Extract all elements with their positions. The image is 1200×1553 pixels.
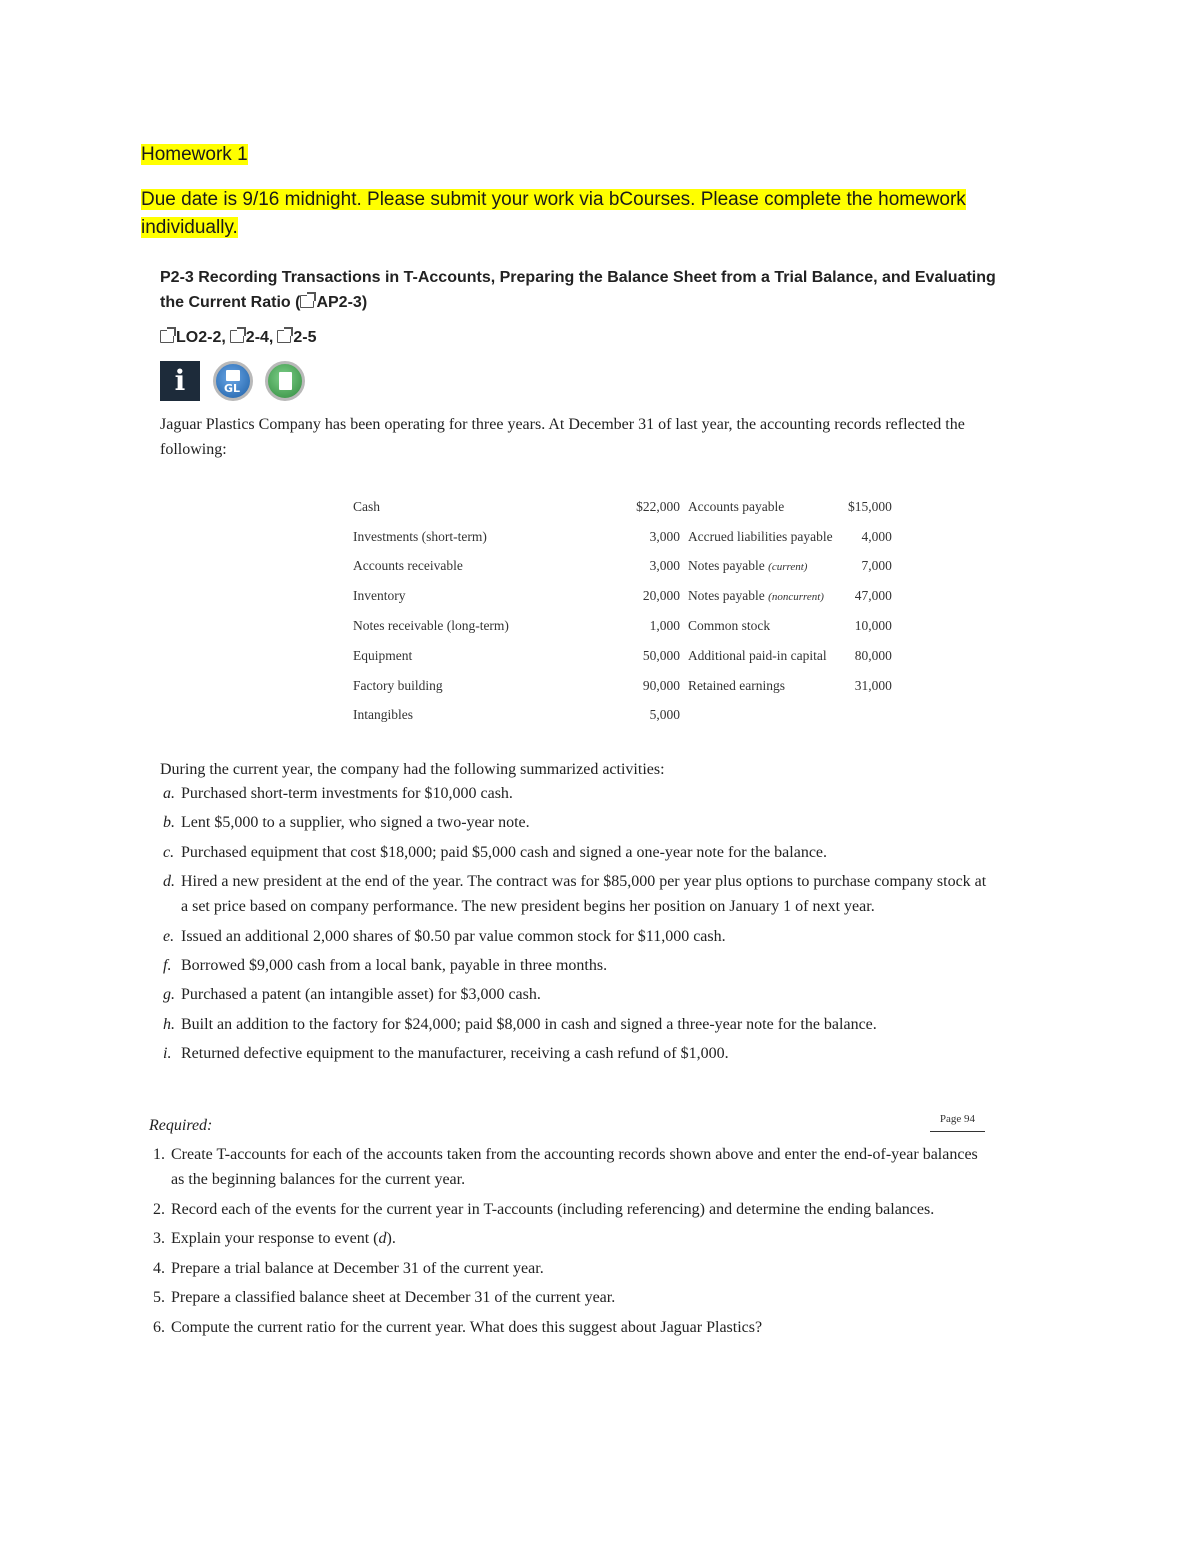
ledger-right-label-cell <box>680 552 848 582</box>
activity-text: Purchased short-term investments for $10,000 cash. <box>181 785 513 802</box>
required-number: 3. <box>153 1230 165 1248</box>
activity-item <box>160 1012 990 1037</box>
ledger-right-label-cell <box>680 701 848 731</box>
required-label: Required: <box>149 1117 213 1134</box>
ledger-left-label: Intangibles <box>353 707 413 723</box>
required-text-emphasis: d <box>378 1230 387 1248</box>
ledger-left-label: Inventory <box>353 588 406 604</box>
ledger-right-label-cell <box>680 581 848 611</box>
ledger-right-label: Notes payable <box>687 588 765 604</box>
required-item <box>150 1197 990 1222</box>
ap-link[interactable]: AP2-3 <box>316 294 362 311</box>
ledger-right-amount <box>848 701 892 731</box>
required-item <box>150 1285 990 1310</box>
ledger-right-amount: 10,000 <box>854 618 892 634</box>
lo-link-2[interactable]: 2-4, <box>245 329 274 346</box>
activity-marker: b. <box>163 814 175 832</box>
activity-marker: i. <box>163 1045 172 1063</box>
learning-objective-links <box>160 326 317 350</box>
activity-marker: f. <box>163 956 172 974</box>
ledger-left-amount: 90,000 <box>642 677 680 693</box>
ledger-right-amount: 7,000 <box>861 558 892 574</box>
ledger-right-note: (current) <box>768 561 808 574</box>
due-date-note-text: Due date is 9/16 midnight. Please submit your work via bCourses. Please complete the homework individually. <box>141 189 966 238</box>
ledger-left-label: Investments (short-term) <box>353 528 487 544</box>
ledger-right-label: Common stock <box>687 618 771 634</box>
required-number: 1. <box>153 1146 165 1163</box>
ledger-row <box>353 492 892 522</box>
activity-text: Purchased equipment that cost $18,000; paid $5,000 cash and signed a one-year note for the balance. <box>181 843 828 861</box>
activity-item <box>160 840 990 865</box>
activity-text: Returned defective equipment to the manufacturer, receiving a cash refund of $1,000. <box>181 1045 729 1063</box>
homework-title <box>141 142 248 168</box>
activity-marker: a. <box>163 785 175 802</box>
activity-text: Built an addition to the factory for $24,000; paid $8,000 in cash and signed a three-year note for the balance. <box>181 1015 877 1033</box>
required-text: Compute the current ratio for the current year. What does this suggest about Jaguar Plastics? <box>171 1318 763 1336</box>
account-balances-table <box>353 492 892 730</box>
required-item <box>150 1226 990 1251</box>
ledger-row <box>353 522 892 552</box>
ledger-row <box>353 611 892 641</box>
ledger-left-label: Accounts receivable <box>353 558 463 574</box>
ledger-row <box>353 641 892 671</box>
due-date-note <box>141 186 1021 242</box>
activity-marker: h. <box>163 1015 175 1033</box>
required-text: Explain your response to event ( <box>171 1230 379 1248</box>
required-text-end: ). <box>386 1230 396 1248</box>
ledger-left-label: Equipment <box>353 647 413 663</box>
external-link-icon[interactable] <box>230 330 244 343</box>
ledger-left-amount: 1,000 <box>649 618 680 634</box>
lo-link-1[interactable]: LO2-2, <box>176 329 226 346</box>
activity-text: Hired a new president at the end of the year. The contract was for $85,000 per year plus options to purchase company stock at a set price based on company performance. The new president begins her position on January 1 of next year. <box>181 873 987 916</box>
required-list <box>150 1142 990 1345</box>
activity-item <box>160 924 990 949</box>
external-link-icon[interactable] <box>160 330 174 343</box>
activity-marker: c. <box>163 843 175 861</box>
ledger-left-label: Factory building <box>353 677 443 693</box>
ledger-left-amount: $22,000 <box>636 498 680 514</box>
ledger-left-amount: 5,000 <box>649 707 680 723</box>
ledger-right-label-cell <box>680 671 848 701</box>
ledger-right-amount: 4,000 <box>861 528 892 544</box>
spreadsheet-icon <box>265 361 305 401</box>
ledger-row <box>353 671 892 701</box>
required-text: Create T-accounts for each of the accounts taken from the accounting records shown above and enter the end-of-year balances as the beginning balances for the current year. <box>171 1146 978 1188</box>
activity-text: Borrowed $9,000 cash from a local bank, payable in three months. <box>181 956 608 974</box>
ledger-right-amount: 80,000 <box>854 647 892 663</box>
activity-item <box>160 982 990 1007</box>
required-text: Record each of the events for the current year in T-accounts (including referencing) and determine the ending balances. <box>171 1200 935 1218</box>
ledger-right-label: Retained earnings <box>687 677 786 693</box>
activity-item <box>160 953 990 978</box>
activity-item <box>160 781 990 806</box>
homework-title-text: Homework 1 <box>141 144 248 165</box>
activity-item <box>160 869 990 919</box>
activity-item <box>160 810 990 835</box>
lo-link-3[interactable]: 2-5 <box>293 329 317 346</box>
required-item <box>150 1315 990 1340</box>
ledger-right-label-cell <box>680 641 848 671</box>
intro-paragraph: Jaguar Plastics Company has been operating for three years. At December 31 of last year, the accounting records reflected the following: <box>160 416 965 458</box>
problem-title-close: ) <box>361 294 368 311</box>
ledger-right-label-cell <box>680 492 848 522</box>
ethics-icon: i <box>160 361 200 401</box>
ledger-right-label: Accounts payable <box>687 498 785 514</box>
ledger-left-amount: 3,000 <box>649 558 680 574</box>
ledger-right-label-cell <box>680 611 848 641</box>
ledger-right-label: Accrued liabilities payable <box>687 528 833 544</box>
ledger-row <box>353 581 892 611</box>
ledger-right-amount: 47,000 <box>854 588 892 604</box>
activity-text: Purchased a patent (an intangible asset) for $3,000 cash. <box>181 986 541 1004</box>
activity-item <box>160 1041 990 1066</box>
ledger-left-amount: 20,000 <box>642 588 680 604</box>
ledger-left-label: Notes receivable (long-term) <box>353 618 509 634</box>
ledger-left-amount: 50,000 <box>642 647 680 663</box>
activities-intro: During the current year, the company had the following summarized activities: <box>160 761 665 778</box>
ledger-right-amount: 31,000 <box>854 677 892 693</box>
general-ledger-icon <box>213 361 253 401</box>
ledger-left-amount: 3,000 <box>649 528 680 544</box>
required-number: 6. <box>153 1318 165 1336</box>
activity-marker: e. <box>163 927 175 945</box>
required-text: Prepare a classified balance sheet at December 31 of the current year. <box>171 1289 616 1307</box>
ledger-right-amount: $15,000 <box>847 498 892 514</box>
ledger-row <box>353 701 892 731</box>
activity-text: Lent $5,000 to a supplier, who signed a two-year note. <box>181 814 530 832</box>
problem-title-text: P2-3 Recording Transactions in T-Accounts, Preparing the Balance Sheet from a Trial Balance, and Evaluating the Current Ratio ( <box>160 269 996 311</box>
ledger-right-note: (noncurrent) <box>768 591 824 604</box>
problem-title <box>160 265 1000 315</box>
required-number: 2. <box>153 1200 165 1218</box>
external-link-icon[interactable] <box>300 295 314 308</box>
ledger-left-label: Cash <box>353 498 380 514</box>
activity-text: Issued an additional 2,000 shares of $0.50 par value common stock for $11,000 cash. <box>181 927 726 945</box>
page-reference: Page 94 <box>930 1113 985 1132</box>
activities-list <box>160 781 990 1071</box>
required-number: 4. <box>153 1259 165 1277</box>
activity-marker: d. <box>163 873 175 891</box>
required-number: 5. <box>153 1289 165 1307</box>
required-text: Prepare a trial balance at December 31 of the current year. <box>171 1259 544 1277</box>
ledger-row <box>353 552 892 582</box>
required-item <box>150 1256 990 1281</box>
ledger-right-label: Additional paid-in capital <box>687 647 827 663</box>
activity-marker: g. <box>163 986 175 1004</box>
ledger-right-label-cell <box>680 522 848 552</box>
ledger-right-label: Notes payable <box>687 558 765 574</box>
required-item <box>150 1142 990 1192</box>
external-link-icon[interactable] <box>277 330 291 343</box>
